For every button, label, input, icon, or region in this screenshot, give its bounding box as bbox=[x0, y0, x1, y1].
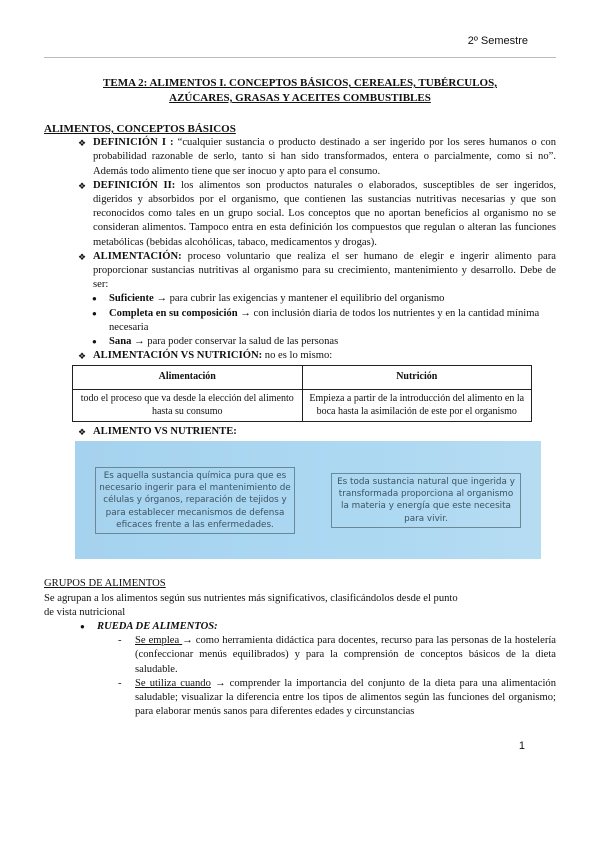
list-item bbox=[92, 335, 556, 349]
item-text: → comprender la importancia del conjunto de la dieta para una alimentación saludable; visualizar la diferencia entre los tipos de alimentos según las funciones del organismo; para elaborar menús sanos para diferentes edades y circunstancias bbox=[135, 677, 556, 718]
comparison-table bbox=[72, 365, 532, 422]
diamond-bullet-icon: ❖ bbox=[78, 251, 87, 262]
vs-nutriente-label: ALIMENTO VS NUTRIENTE: bbox=[93, 426, 237, 438]
list-item bbox=[92, 307, 556, 335]
item-label: Sana bbox=[109, 336, 132, 348]
alimentacion-label: ALIMENTACIÓN: bbox=[93, 250, 182, 262]
header-divider bbox=[44, 57, 556, 58]
item-text: → para poder conservar la salud de las personas bbox=[131, 336, 339, 348]
bullet-icon: ● bbox=[92, 337, 97, 347]
table-header-row bbox=[73, 366, 532, 390]
list-item bbox=[92, 292, 556, 306]
diamond-bullet-icon: ❖ bbox=[78, 351, 87, 362]
item-text: → para cubrir las exigencias y mantener el equilibrio del organismo bbox=[153, 293, 445, 305]
dash-bullet: - bbox=[118, 677, 122, 689]
diamond-bullet-icon: ❖ bbox=[78, 427, 87, 438]
dash-bullet: - bbox=[118, 635, 122, 647]
bullet-icon: ● bbox=[92, 308, 97, 318]
definition-1-label: DEFINICIÓN I : bbox=[93, 137, 174, 149]
item-label: Se emplea bbox=[135, 635, 183, 647]
bullet-icon: ● bbox=[80, 622, 85, 632]
list-item bbox=[118, 677, 556, 720]
document-title bbox=[44, 76, 556, 106]
table-header: Nutrición bbox=[302, 366, 532, 390]
diamond-bullet-icon: ❖ bbox=[78, 138, 87, 149]
page-number: 1 bbox=[518, 740, 525, 753]
bullet-icon: ● bbox=[92, 294, 97, 304]
list-item bbox=[118, 634, 556, 677]
rueda-label: RUEDA DE ALIMENTOS: bbox=[97, 621, 218, 633]
definition-2-label: DEFINICIÓN II: bbox=[93, 179, 176, 191]
item-label: Suficiente bbox=[109, 293, 154, 305]
table-cell: todo el proceso que va desde la elección del alimento hasta su consumo bbox=[73, 390, 303, 422]
title-line-1: TEMA 2: ALIMENTOS I. CONCEPTOS BÁSICOS, CEREALES, TUBÉRCULOS, bbox=[103, 77, 497, 89]
nutriente-alimento-photo bbox=[75, 441, 541, 559]
semester-header: 2º Semestre bbox=[467, 35, 528, 47]
vs-nutricion-label: ALIMENTACIÓN VS NUTRICIÓN: bbox=[93, 350, 263, 362]
definition-1-text: “cualquier sustancia o producto destinado a ser ingerido por los seres humanos o con probabilidad razonable de serlo, tanto si han sido transformados, entera o parcialmente, como si no”. Además todo alimento tiene que ser inocuo y apto para el consumo. bbox=[93, 137, 556, 177]
section-heading-conceptos: ALIMENTOS, CONCEPTOS BÁSICOS bbox=[44, 123, 236, 135]
item-label: Se utiliza cuando bbox=[135, 677, 211, 689]
definition-2 bbox=[78, 179, 556, 250]
diamond-bullet-icon: ❖ bbox=[78, 180, 87, 191]
table-cell: Empieza a partir de la introducción del alimento en la boca hasta la asimilación de este por el organismo bbox=[302, 390, 532, 422]
alimento-vs-nutriente bbox=[78, 425, 556, 439]
table-row bbox=[73, 390, 532, 422]
section-heading-grupos: GRUPOS DE ALIMENTOS bbox=[44, 578, 166, 590]
item-text: → como herramienta didáctica para docentes, recurso para las personas de la hostelería (confeccionar menús equilibrados) y para la comprensión de conceptos básicos de la dieta saludable. bbox=[135, 635, 557, 675]
table-header: Alimentación bbox=[73, 366, 303, 390]
definition-2-text: los alimentos son productos naturales o elaborados, susceptibles de ser ingeridos, digeridos y absorbidos por el organismo, que contienen las sustancias nutritivas necesarias y que son reconocidos como tales en un grupo social. Los conceptos que no aportan beneficios al organismo no se consideran alimentos. Tampoco entra en esta definición los compuestos que regulan o alteran las funciones metabólicas (bebidas alcohólicas, tabaco, medicamentos y drogas). bbox=[93, 179, 556, 248]
item-text: → con inclusión diaria de todos los nutrientes y en la cantidad mínima necesaria bbox=[109, 307, 540, 333]
vs-nutricion-text: no es lo mismo: bbox=[262, 350, 333, 362]
grupos-intro-line-1: Se agrupan a los alimentos según sus nutrientes más significativos, clasificándolos desde el punto bbox=[44, 592, 458, 604]
title-line-2: AZÚCARES, GRASAS Y ACEITES COMBUSTIBLES bbox=[169, 92, 431, 104]
nutriente-definition-box: Es aquella sustancia química pura que es necesario ingerir para el mantenimiento de células y órganos, reparación de tejidos y para establecer mecanismos de defensa eficaces frente a las enfermedades. bbox=[95, 467, 295, 534]
alimentacion-definition bbox=[78, 250, 556, 293]
item-label: Completa en su composición bbox=[109, 307, 238, 319]
alimentacion-vs-nutricion bbox=[78, 349, 556, 363]
rueda-heading bbox=[80, 620, 556, 634]
definition-1 bbox=[78, 136, 556, 179]
alimento-definition-box: Es toda sustancia natural que ingerida y transformada proporciona al organismo la materia y energía que este necesita para vivir. bbox=[331, 473, 521, 528]
alimentacion-text: proceso voluntario que realiza el ser humano de elegir e ingerir alimento para proporcionar sustancias nutritivas al organismo para su crecimiento, mantenimiento y desarrollo. Debe de ser: bbox=[93, 250, 556, 291]
grupos-intro-line-2: de vista nutricional bbox=[44, 606, 126, 618]
